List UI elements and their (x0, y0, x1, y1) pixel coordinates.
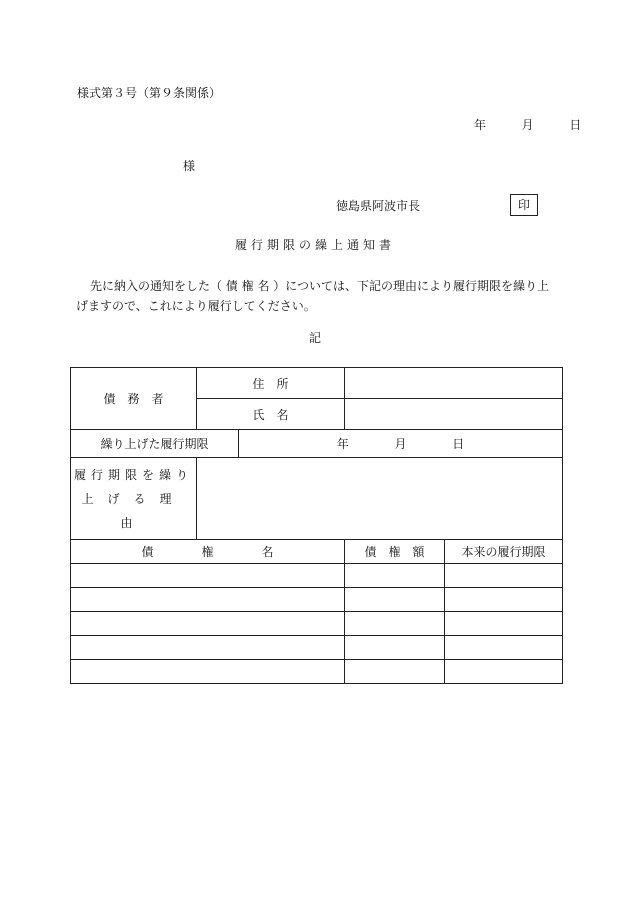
claim-name-cell[interactable] (71, 660, 345, 684)
reason-field[interactable] (197, 458, 563, 540)
document-title: 履行期限の繰上通知書 (234, 238, 395, 252)
original-deadline-cell[interactable] (445, 660, 563, 684)
address-field[interactable] (345, 368, 563, 399)
seal-box: 印 (510, 194, 538, 216)
deadline-year-label: 年 (336, 437, 349, 451)
claim-name-cell[interactable] (71, 636, 345, 660)
original-deadline-cell[interactable] (445, 636, 563, 660)
addressee-suffix: 様 (183, 159, 196, 173)
issuer-name: 徳島県阿波市長 (336, 199, 421, 213)
date-day-label: 日 (569, 118, 582, 132)
claim-amount-cell[interactable] (345, 588, 445, 612)
address-label: 住 所 (197, 368, 345, 399)
advanced-deadline-field[interactable] (239, 430, 563, 458)
deadline-month-label: 月 (394, 437, 407, 451)
claim-name-cell[interactable] (71, 564, 345, 588)
original-deadline-cell[interactable] (445, 612, 563, 636)
issue-date (474, 116, 581, 133)
name-label: 氏 名 (197, 399, 345, 430)
claim-name-cell[interactable] (71, 612, 345, 636)
claim-amount-cell[interactable] (345, 564, 445, 588)
reason-label-line1: 履行期限を繰り (74, 467, 194, 482)
advanced-deadline-label: 繰り上げた履行期限 (71, 430, 239, 458)
original-deadline-cell[interactable] (445, 564, 563, 588)
original-deadline-header: 本来の履行期限 (445, 540, 563, 564)
body-paragraph-text: 先に納入の通知をした（ 債 権 名 ）については、下記の理由により履行期限を繰り上げますので、これにより履行してください。 (76, 279, 550, 313)
debtor-label: 債 務 者 (71, 368, 197, 430)
deadline-day-label: 日 (452, 437, 465, 451)
body-paragraph (76, 276, 560, 316)
reason-label (71, 458, 197, 540)
claim-name-header: 債 権 名 (71, 540, 345, 564)
date-year-label: 年 (474, 118, 487, 132)
date-month-label: 月 (521, 118, 534, 132)
claim-amount-cell[interactable] (345, 660, 445, 684)
claim-amount-cell[interactable] (345, 636, 445, 660)
notice-table (70, 367, 563, 684)
name-field[interactable] (345, 399, 563, 430)
claim-amount-header: 債 権 額 (345, 540, 445, 564)
original-deadline-cell[interactable] (445, 588, 563, 612)
form-number: 様式第３号（第９条関係） (77, 86, 222, 100)
claim-name-cell[interactable] (71, 588, 345, 612)
reason-label-line2: 上げる理由 (81, 491, 186, 530)
claim-amount-cell[interactable] (345, 612, 445, 636)
ki-heading: 記 (308, 331, 321, 345)
